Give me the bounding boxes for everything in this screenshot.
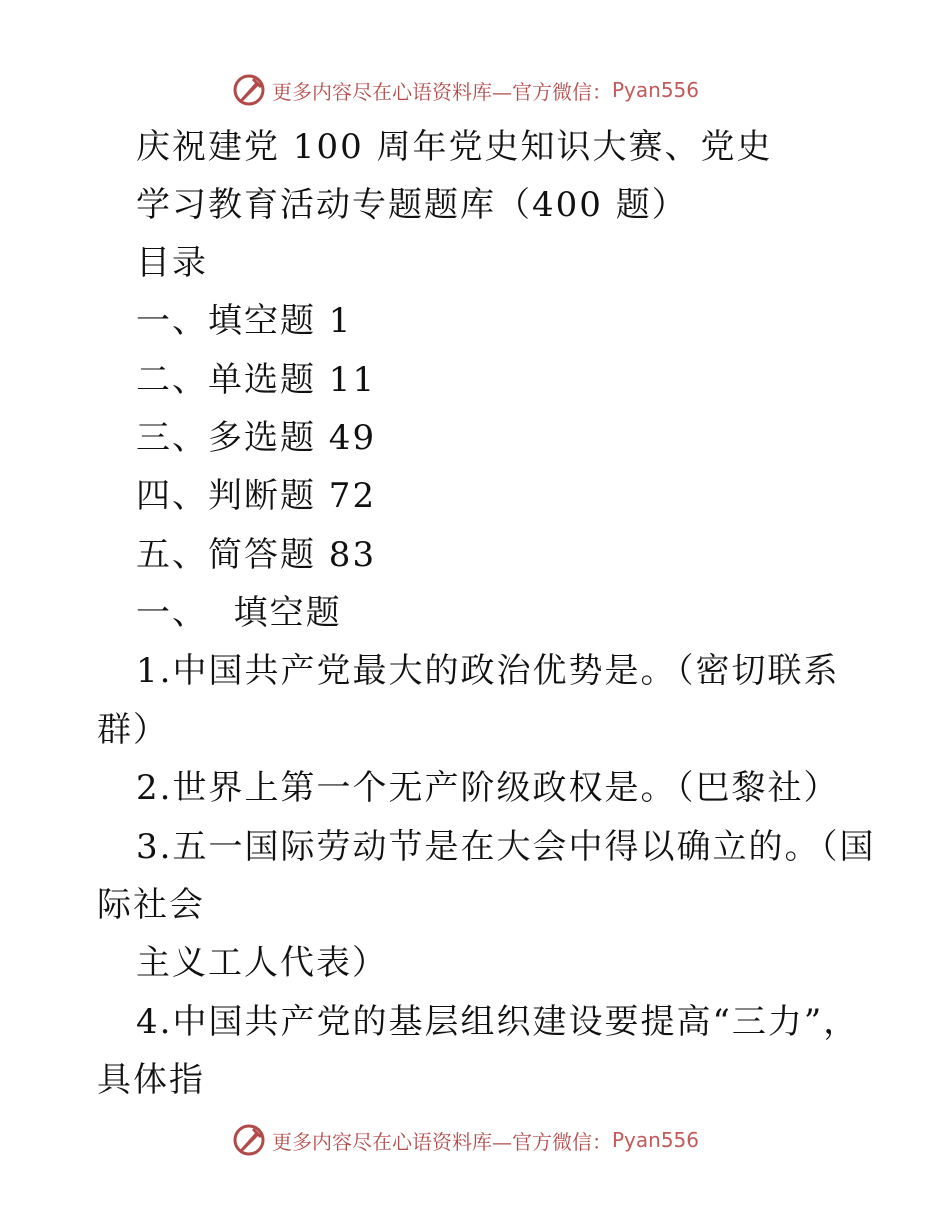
quill-pen-circle-icon (232, 73, 266, 107)
document-title-line-2: 学习教育活动专题题库（400 题） (136, 185, 688, 225)
toc-item: 五、简答题 83 (136, 535, 377, 575)
section-heading: 一、 填空题 (136, 593, 342, 633)
question-1-line-1: 1.中国共产党最大的政治优势是。（密切联系 (136, 651, 840, 691)
question-3-line-3: 主义工人代表） (136, 943, 388, 983)
question-1-line-2: 群） (97, 710, 169, 750)
header-watermark (232, 72, 699, 108)
watermark-handle: Pyan556 (612, 78, 700, 102)
watermark-prefix: 更多内容尽在心语资料库—官方微信： (272, 1129, 612, 1154)
toc-item: 三、多选题 49 (136, 418, 377, 458)
question-2-line-1: 2.世界上第一个无产阶级政权是。（巴黎社） (136, 768, 840, 808)
question-3-line-2: 际社会 (97, 885, 205, 925)
watermark-handle: Pyan556 (612, 1128, 700, 1152)
document-title-line-1: 庆祝建党 100 周年党史知识大赛、党史 (136, 127, 773, 167)
quill-pen-circle-icon (232, 1123, 266, 1157)
question-4-line-2: 具体指 (97, 1060, 205, 1100)
toc-item: 一、填空题 1 (136, 301, 353, 341)
toc-item: 四、判断题 72 (136, 476, 377, 516)
footer-watermark (232, 1122, 699, 1158)
toc-heading: 目录 (136, 243, 208, 283)
question-3-line-1: 3.五一国际劳动节是在大会中得以确立的。（国 (136, 827, 876, 867)
question-4-line-1: 4.中国共产党的基层组织建设要提高“三力”， (136, 1002, 860, 1042)
watermark-prefix: 更多内容尽在心语资料库—官方微信： (272, 79, 612, 104)
toc-item: 二、单选题 11 (136, 360, 377, 400)
